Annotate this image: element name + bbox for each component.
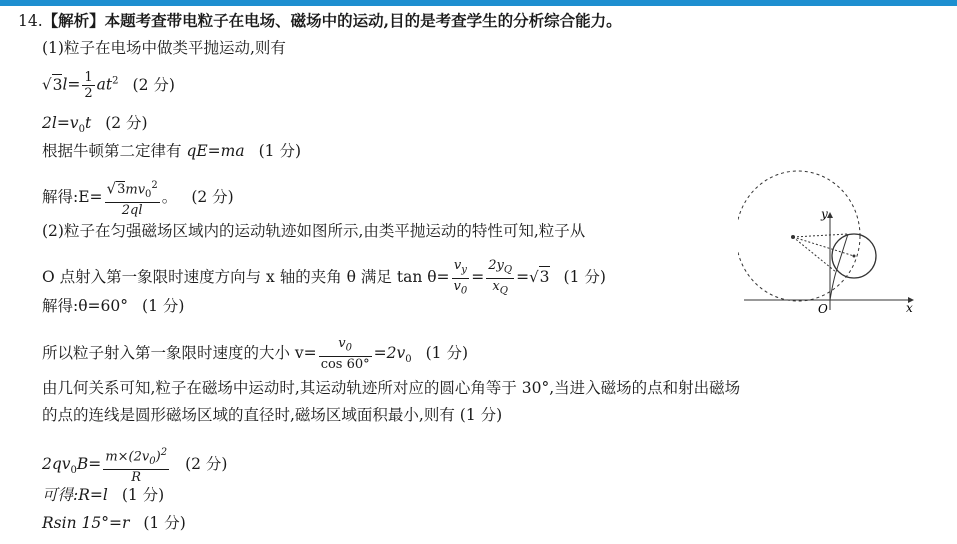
eq4-num-sub: 0 <box>145 188 152 200</box>
p2-f1-den-sub: 0 <box>460 285 468 297</box>
eq7-num-sup: 2 <box>160 447 168 458</box>
equation-2 <box>42 113 148 140</box>
eq7-num-sub: 0 <box>149 455 156 467</box>
part2-line1: (2)粒子在匀强磁场区域内的运动轨迹如图所示,由类平抛运动的特性可知,粒子从 <box>42 222 586 240</box>
eq8-score: (1 分) <box>121 486 165 504</box>
trajectory-figure <box>738 160 918 320</box>
eq1-lhs: l= <box>62 75 81 94</box>
eq4-score: (2 分) <box>191 187 234 206</box>
eq7-num: m×(2v <box>105 449 150 465</box>
p2-f1-den: v <box>453 278 461 294</box>
solution-header <box>18 11 622 31</box>
eq2-score: (2 分) <box>105 114 148 132</box>
eq5-score: (1 分) <box>142 297 185 315</box>
equation-9 <box>42 513 186 533</box>
equation-7 <box>42 445 227 485</box>
equation-3 <box>42 141 301 161</box>
p2-f1-num: v <box>453 258 462 273</box>
p2-frac1 <box>452 258 470 298</box>
eq4-num-tail: mv <box>125 182 146 198</box>
eq6-tail-sub: 0 <box>405 353 412 365</box>
eq6-fraction <box>319 336 372 372</box>
para3-line1: 由几何关系可知,粒子在磁场中运动时,其运动轨迹所对应的圆心角等于 30°,当进入磁场的点和射出磁场 <box>42 379 741 397</box>
eq7-score: (2 分) <box>185 454 228 473</box>
p2-f2-den-sub: Q <box>499 285 508 297</box>
eq4-fraction: $\frac{√3mv_0^2}{2ql}$ <box>106 179 158 218</box>
radius-line-upper <box>793 234 848 237</box>
eq1-sqrt: 3 <box>52 75 63 94</box>
eq3-prefix: 根据牛顿第二定律有 <box>42 142 187 160</box>
eq2-text: 2l=v <box>42 114 79 132</box>
equation-5 <box>42 296 184 316</box>
p2-f2-num-sub: Q <box>503 264 513 276</box>
question-number: 14. <box>18 12 43 30</box>
eq8-text: 可得:R=l <box>42 486 108 504</box>
eq7-num-tail: ) <box>155 449 161 465</box>
eq4-prefix: 解得:E= <box>42 187 103 206</box>
p2-prefix: O 点射入第一象限时速度方向与 x 轴的夹角 θ 满足 tan θ= <box>42 268 450 287</box>
eq1-den: 2 <box>84 86 93 101</box>
eq3-score: (1 分) <box>258 142 301 160</box>
eq7-lhs-sub: 0 <box>70 465 77 477</box>
eq3-formula: qE=ma <box>186 142 245 160</box>
part2-line2: O 点射入第一象限时速度方向与 x 轴的夹角 θ 满足 tan θ= $\frac{v_y}{v_0}$ = $\frac{2y_Q}{x_Q}$ =√3 (1 分) <box>42 258 606 297</box>
eq4-suffix: 。 <box>161 187 178 206</box>
analysis-tag: 【解析】 <box>42 11 105 30</box>
p2-score: (1 分) <box>563 268 606 287</box>
para3-line2: 的点的连线是圆形磁场区域的直径时,磁场区域面积最小,则有 (1 分) <box>42 406 503 424</box>
eq6-den: cos 60° <box>320 356 370 372</box>
part1-title: (1)粒子在电场中做类平抛运动,则有 <box>42 39 286 57</box>
p2-frac2 <box>486 258 514 298</box>
eq1-num: 1 <box>84 70 93 85</box>
eq5-text: 解得:θ=60° <box>42 297 129 315</box>
field-center-point <box>853 255 856 258</box>
y-axis-label: y <box>821 207 828 221</box>
eq7-lhs: 2qv <box>42 454 71 473</box>
p2-tail: = <box>516 268 530 287</box>
eq9-score: (1 分) <box>143 514 186 532</box>
eq7-lhs-tail: B= <box>76 454 102 473</box>
equation-6 <box>42 336 468 372</box>
trajectory-dashed-circle <box>738 171 860 301</box>
eq6-num-sub: 0 <box>345 342 353 354</box>
eq4-num-sup: 2 <box>151 180 158 191</box>
p2-mid: = <box>471 268 485 287</box>
header-intro: 本题考查带电粒子在电场、磁场中的运动,目的是考查学生的分析综合能力。 <box>104 11 622 30</box>
eq1-sup: 2 <box>112 75 119 87</box>
radius-line-middle <box>793 237 854 256</box>
p2-f2-den: x <box>492 278 500 294</box>
origin-label: O <box>818 302 828 316</box>
eq6-score: (1 分) <box>425 343 469 362</box>
x-axis-label: x <box>906 301 913 315</box>
eq6-num: v <box>338 336 346 351</box>
eq6-tail: =2v <box>373 343 406 362</box>
eq1-fraction <box>82 70 94 101</box>
chord-line <box>836 234 848 272</box>
top-accent-bar <box>0 0 957 6</box>
eq6-prefix: 所以粒子射入第一象限时速度的大小 v= <box>42 343 317 362</box>
eq4-num-sqrt: 3 <box>117 182 126 198</box>
eq7-den: R <box>103 469 169 485</box>
eq2-sub: 0 <box>78 124 85 136</box>
p2-sqrt: 3 <box>539 268 550 287</box>
equation-4 <box>42 178 234 218</box>
eq9-text: Rsin 15°=r <box>42 514 130 532</box>
eq7-fraction <box>103 445 169 485</box>
trajectory-segment <box>830 272 836 300</box>
eq1-score: (2 分) <box>132 75 175 94</box>
p2-f2-num: 2y <box>488 258 504 273</box>
eq2-tail: t <box>84 114 92 132</box>
p2-f1-num-sub: y <box>461 264 467 276</box>
eq4-den: 2ql <box>105 202 160 218</box>
equation-8 <box>42 485 164 505</box>
equation-1: √3l= $\frac{1}{2}$ $at^2$ (2 分) <box>42 70 175 101</box>
y-axis-arrow <box>827 212 833 218</box>
eq1-tail: at <box>96 75 113 94</box>
